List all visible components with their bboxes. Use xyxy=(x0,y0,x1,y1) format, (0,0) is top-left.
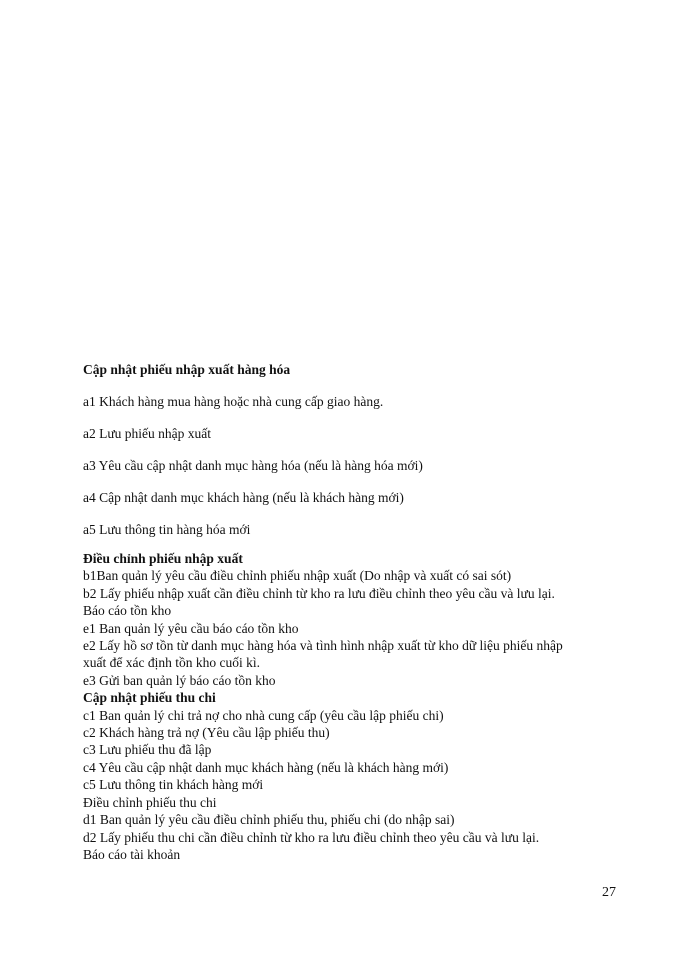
step-a4: a4 Cập nhật danh mục khách hàng (nếu là khách hàng mới) xyxy=(83,490,404,505)
subheading-adjust-receipts: Điều chỉnh phiếu thu chi xyxy=(83,794,217,810)
step-e2: e2 Lấy hồ sơ tồn từ danh mục hàng hóa và tình hình nhập xuất từ kho dữ liệu phiếu nhập xyxy=(83,638,563,654)
step-c4: c4 Yêu cầu cập nhật danh mục khách hàng (nếu là khách hàng mới) xyxy=(83,759,449,775)
step-e1: e1 Ban quản lý yêu cầu báo cáo tồn kho xyxy=(83,620,299,636)
subheading-inventory-report: Báo cáo tồn kho xyxy=(83,603,172,619)
step-c5: c5 Lưu thông tin khách hàng mới xyxy=(83,777,264,793)
step-a1: a1 Khách hàng mua hàng hoặc nhà cung cấp giao hàng. xyxy=(83,394,384,409)
step-d1: d1 Ban quản lý yêu cầu điều chỉnh phiếu thu, phiếu chi (do nhập sai) xyxy=(83,812,455,828)
step-c2: c2 Khách hàng trả nợ (Yêu cầu lập phiếu thu) xyxy=(83,725,330,741)
step-c1: c1 Ban quản lý chi trả nợ cho nhà cung cấp (yêu cầu lập phiếu chi) xyxy=(83,707,444,723)
step-c3: c3 Lưu phiếu thu đã lập xyxy=(83,742,212,758)
step-b2: b2 Lấy phiếu nhập xuất cần điều chỉnh từ kho ra lưu điều chỉnh theo yêu cầu và lưu lại. xyxy=(83,585,555,601)
step-d2: d2 Lấy phiếu thu chi cần điều chỉnh từ kho ra lưu điều chỉnh theo yêu cầu và lưu lại. xyxy=(83,829,540,845)
page-number: 27 xyxy=(602,885,616,900)
section-heading-update-import-export: Cập nhật phiếu nhập xuất hàng hóa xyxy=(83,362,291,377)
step-e3: e3 Gửi ban quản lý báo cáo tồn kho xyxy=(83,672,276,688)
page-content xyxy=(83,361,643,863)
section-heading-adjust-import-export: Điều chỉnh phiếu nhập xuất xyxy=(83,551,243,566)
step-a3: a3 Yêu cầu cập nhật danh mục hàng hóa (nếu là hàng hóa mới) xyxy=(83,458,423,473)
step-a2: a2 Lưu phiếu nhập xuất xyxy=(83,426,212,441)
step-e2-continued: xuất để xác định tồn kho cuối kì. xyxy=(83,655,260,671)
step-b1: b1Ban quản lý yêu cầu điều chỉnh phiếu nhập xuất (Do nhập và xuất có sai sót) xyxy=(83,568,512,584)
section-heading-update-receipts: Cập nhật phiếu thu chi xyxy=(83,690,216,706)
subheading-account-report: Báo cáo tài khoản xyxy=(83,846,181,862)
step-a5: a5 Lưu thông tin hàng hóa mới xyxy=(83,522,251,537)
